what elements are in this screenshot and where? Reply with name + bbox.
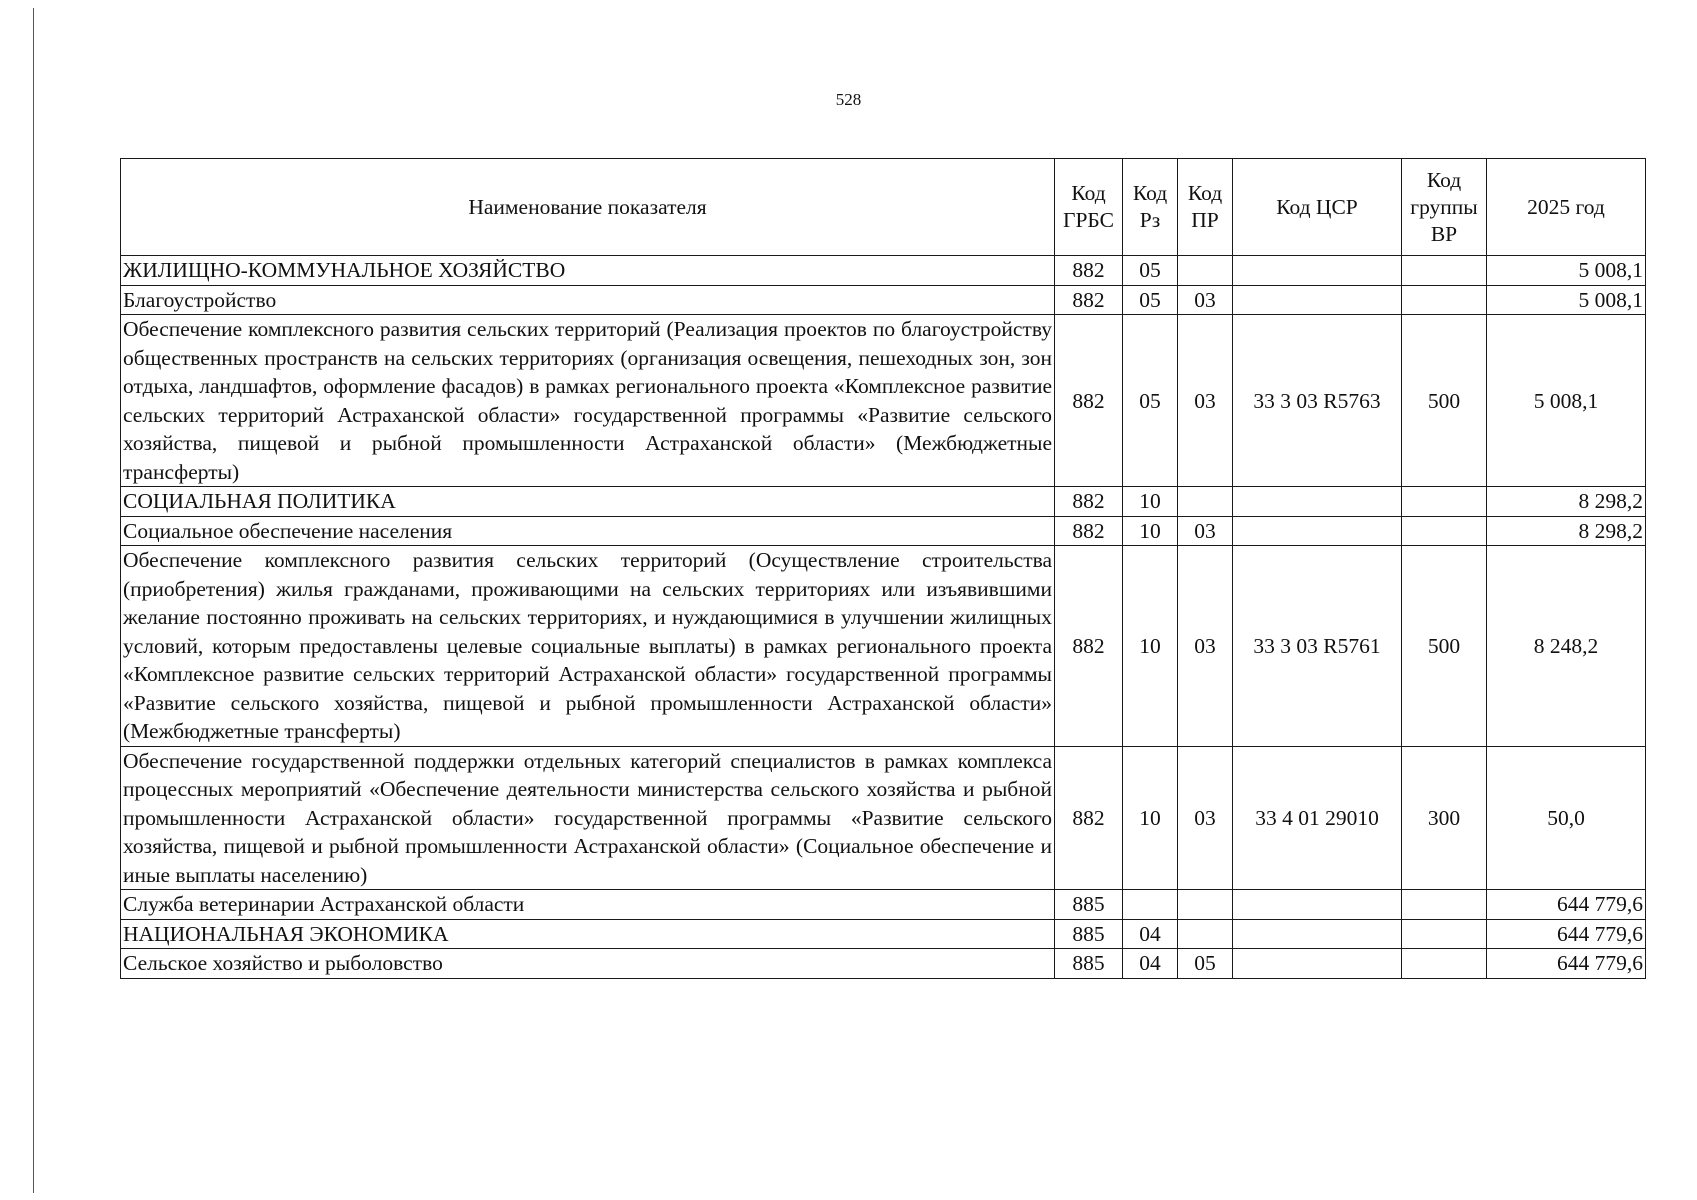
header-csr: Код ЦСР (1233, 159, 1402, 256)
row-amount: 644 779,6 (1487, 890, 1646, 920)
table-row (121, 256, 1646, 286)
row-csr: 33 3 03 R5763 (1233, 315, 1402, 487)
row-csr (1233, 949, 1402, 979)
row-name: Социальное обеспечение населения (121, 516, 1055, 546)
row-csr (1233, 516, 1402, 546)
row-name: Благоустройство (121, 285, 1055, 315)
row-rz: 04 (1123, 919, 1178, 949)
header-grbs: Код ГРБС (1055, 159, 1123, 256)
row-vr (1402, 919, 1487, 949)
row-vr (1402, 256, 1487, 286)
binding-edge-line (33, 8, 34, 1193)
row-pr: 03 (1178, 285, 1233, 315)
header-year: 2025 год (1487, 159, 1646, 256)
row-grbs: 882 (1055, 285, 1123, 315)
table-row (121, 285, 1646, 315)
row-name: ЖИЛИЩНО-КОММУНАЛЬНОЕ ХОЗЯЙСТВО (121, 256, 1055, 286)
row-amount: 5 008,1 (1487, 285, 1646, 315)
row-rz: 05 (1123, 285, 1178, 315)
header-rz: Код Рз (1123, 159, 1178, 256)
row-rz: 05 (1123, 256, 1178, 286)
row-vr (1402, 516, 1487, 546)
table-row (121, 890, 1646, 920)
row-amount: 644 779,6 (1487, 949, 1646, 979)
row-rz: 10 (1123, 746, 1178, 890)
row-amount: 8 298,2 (1487, 516, 1646, 546)
row-amount: 5 008,1 (1487, 315, 1646, 487)
row-vr: 500 (1402, 546, 1487, 747)
row-grbs: 882 (1055, 256, 1123, 286)
row-name: Обеспечение комплексного развития сельских территорий (Осуществление строительства (приобретения) жилья гражданами, проживающими на сельских территориях или изъявившими желание постоянно проживать на сельских территориях, и нуждающимися в улучшении жилищных условий, которым предоставлены целевые социальные выплаты) в рамках регионального проекта «Комплексное развитие сельских территорий Астраханской области» государственной программы «Развитие сельского хозяйства, пищевой и рыбной промышленности Астраханской области» (Межбюджетные трансферты) (121, 546, 1055, 747)
row-csr: 33 4 01 29010 (1233, 746, 1402, 890)
row-csr: 33 3 03 R5761 (1233, 546, 1402, 747)
row-grbs: 885 (1055, 919, 1123, 949)
budget-table (120, 158, 1646, 979)
row-amount: 8 298,2 (1487, 487, 1646, 517)
row-rz: 10 (1123, 546, 1178, 747)
table-row (121, 546, 1646, 747)
row-grbs: 882 (1055, 315, 1123, 487)
row-name: НАЦИОНАЛЬНАЯ ЭКОНОМИКА (121, 919, 1055, 949)
row-vr: 300 (1402, 746, 1487, 890)
page-number: 528 (835, 90, 862, 109)
row-vr (1402, 487, 1487, 517)
row-amount: 8 248,2 (1487, 546, 1646, 747)
row-rz (1123, 890, 1178, 920)
row-csr (1233, 487, 1402, 517)
row-grbs: 882 (1055, 546, 1123, 747)
row-name: Обеспечение комплексного развития сельских территорий (Реализация проектов по благоустройству общественных пространств на сельских территориях (организация освещения, пешеходных зон, зон отдыха, ландшафтов, оформление фасадов) в рамках регионального проекта «Комплексное развитие сельских территорий Астраханской области» государственной программы «Развитие сельского хозяйства, пищевой и рыбной промышленности Астраханской области» (Межбюджетные трансферты) (121, 315, 1055, 487)
row-pr (1178, 487, 1233, 517)
row-rz: 04 (1123, 949, 1178, 979)
row-grbs: 882 (1055, 746, 1123, 890)
row-pr (1178, 256, 1233, 286)
row-name: Обеспечение государственной поддержки отдельных категорий специалистов в рамках комплекса процессных мероприятий «Обеспечение деятельности министерства сельского хозяйства и рыбной промышленности Астраханской области» государственной программы «Развитие сельского хозяйства, пищевой и рыбной промышленности Астраханской области» (Социальное обеспечение и иные выплаты населению) (121, 746, 1055, 890)
header-vr: Код группы ВР (1402, 159, 1487, 256)
table-row (121, 746, 1646, 890)
row-pr: 03 (1178, 546, 1233, 747)
row-csr (1233, 890, 1402, 920)
table-row (121, 516, 1646, 546)
table-row (121, 487, 1646, 517)
row-pr: 03 (1178, 746, 1233, 890)
row-name: СОЦИАЛЬНАЯ ПОЛИТИКА (121, 487, 1055, 517)
row-csr (1233, 256, 1402, 286)
row-pr: 03 (1178, 516, 1233, 546)
row-vr (1402, 949, 1487, 979)
row-amount: 5 008,1 (1487, 256, 1646, 286)
row-amount: 50,0 (1487, 746, 1646, 890)
row-vr (1402, 285, 1487, 315)
row-pr (1178, 890, 1233, 920)
row-csr (1233, 919, 1402, 949)
row-grbs: 882 (1055, 487, 1123, 517)
row-vr (1402, 890, 1487, 920)
row-grbs: 885 (1055, 890, 1123, 920)
table-row (121, 949, 1646, 979)
row-pr: 03 (1178, 315, 1233, 487)
table-row (121, 919, 1646, 949)
table-row (121, 315, 1646, 487)
row-name: Служба ветеринарии Астраханской области (121, 890, 1055, 920)
row-rz: 10 (1123, 516, 1178, 546)
row-rz: 05 (1123, 315, 1178, 487)
header-name: Наименование показателя (121, 159, 1055, 256)
row-name: Сельское хозяйство и рыболовство (121, 949, 1055, 979)
row-amount: 644 779,6 (1487, 919, 1646, 949)
row-csr (1233, 285, 1402, 315)
row-rz: 10 (1123, 487, 1178, 517)
row-vr: 500 (1402, 315, 1487, 487)
table-header-row (121, 159, 1646, 256)
row-grbs: 885 (1055, 949, 1123, 979)
row-grbs: 882 (1055, 516, 1123, 546)
row-pr: 05 (1178, 949, 1233, 979)
row-pr (1178, 919, 1233, 949)
header-pr: Код ПР (1178, 159, 1233, 256)
